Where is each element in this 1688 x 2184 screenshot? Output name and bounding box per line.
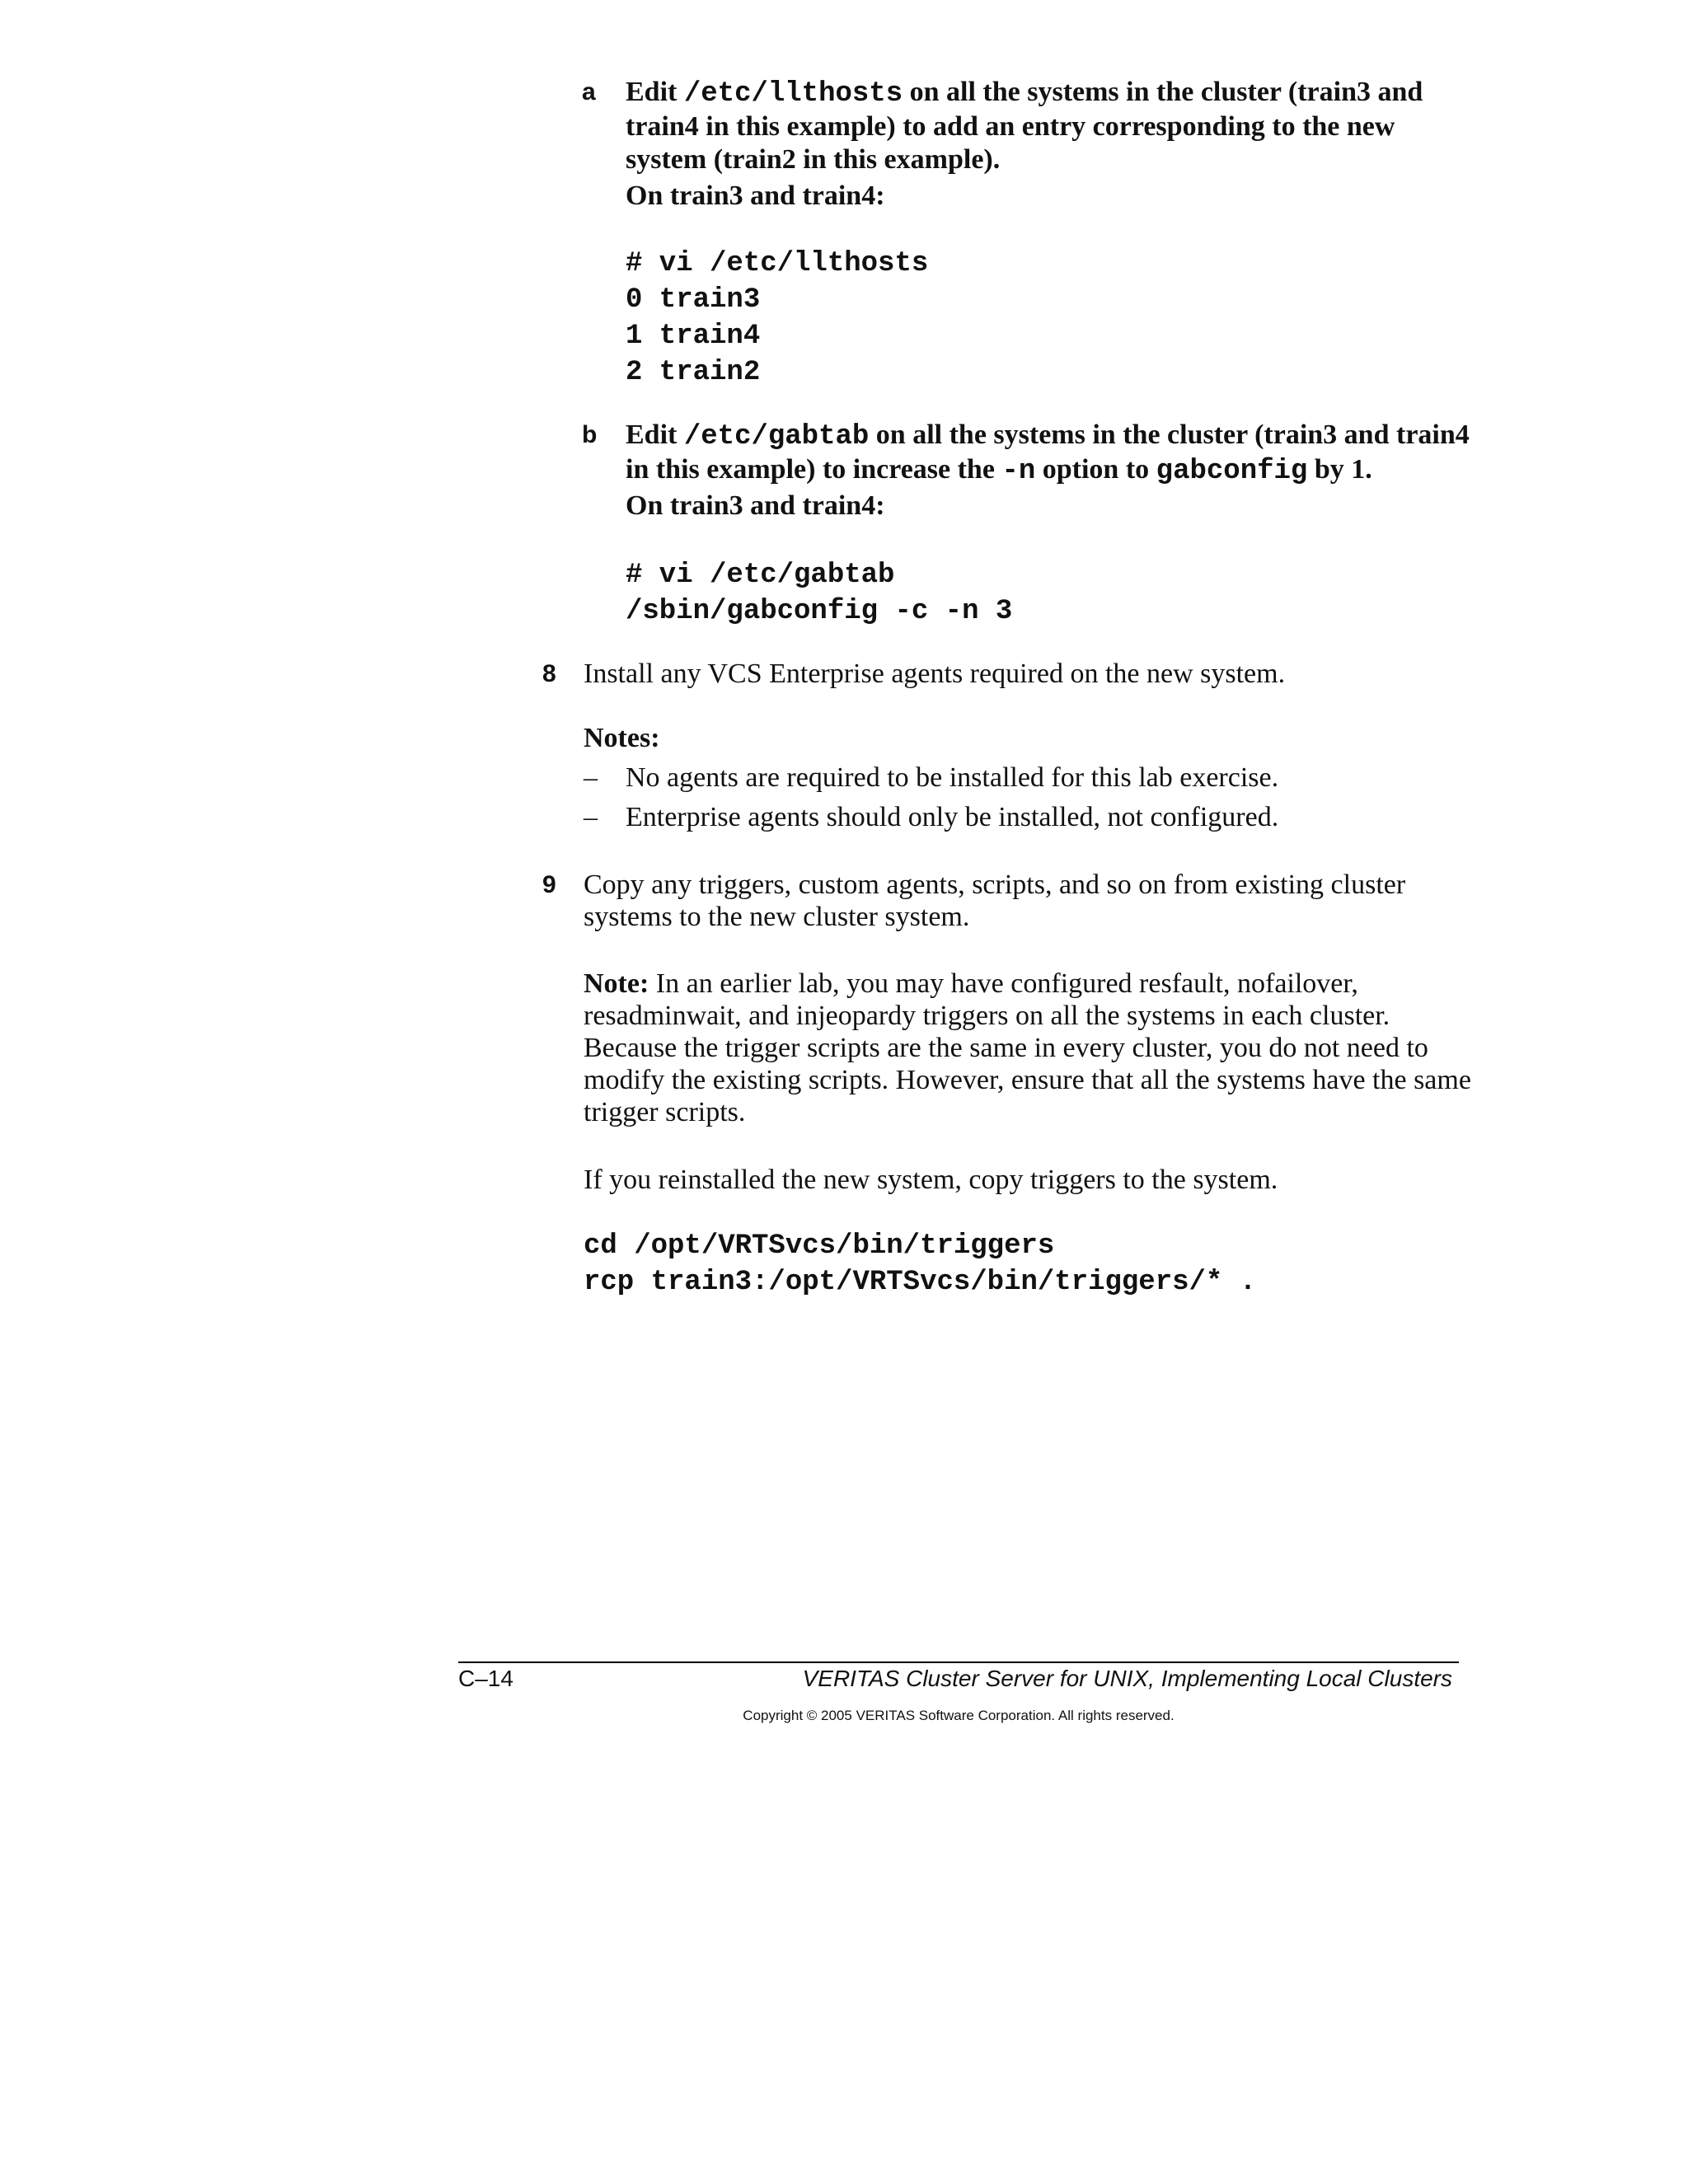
instruction-text: Edit	[626, 419, 684, 450]
footer-rule	[458, 1661, 1459, 1663]
step-a-marker: a	[582, 78, 596, 105]
code-line: 2 train2	[626, 357, 761, 388]
step-9-note-text-1: In an earlier lab, you may have configured resfault, nofailover,	[649, 968, 1358, 999]
step-9-code-block	[584, 1228, 1256, 1301]
instruction-text: on all the systems in the cluster (train3 and	[903, 77, 1423, 107]
instruction-text: Edit	[626, 77, 684, 107]
note-2-dash: –	[584, 802, 598, 832]
instruction-line	[626, 76, 1483, 110]
instruction-line	[626, 453, 1483, 488]
inline-code: /etc/gabtab	[683, 421, 870, 452]
code-line: 0 train3	[626, 284, 761, 316]
instruction-text: train4 in this example) to add an entry corresponding to the new	[626, 111, 1395, 142]
code-line: 1 train4	[626, 321, 761, 352]
instruction-line	[626, 110, 1483, 143]
step-a-instruction	[626, 76, 1483, 176]
code-line: # vi /etc/gabtab	[626, 560, 895, 591]
step-9-line-1: Copy any triggers, custom agents, scripts, and so on from existing cluster	[584, 869, 1406, 900]
inline-code: -n	[1001, 456, 1036, 487]
instruction-line	[626, 419, 1483, 453]
step-8-number: 8	[542, 660, 556, 687]
step-a-code-block	[626, 246, 928, 391]
step-9-note-line-1	[584, 968, 1358, 1001]
step-9-note-line-3: Because the trigger scripts are the same in every cluster, you do not need to	[584, 1033, 1428, 1063]
step-b-marker: b	[582, 421, 598, 448]
book-title: VERITAS Cluster Server for UNIX, Implementing Local Clusters	[802, 1666, 1452, 1691]
step-9-line-2: systems to the new cluster system.	[584, 902, 970, 932]
page-number: C–14	[458, 1666, 513, 1691]
step-9-note-label: Note:	[584, 968, 649, 999]
copyright-notice: Copyright © 2005 VERITAS Software Corporation. All rights reserved.	[743, 1708, 1175, 1723]
step-9-note-line-4: modify the existing scripts. However, ensure that all the systems have the same	[584, 1065, 1471, 1095]
inline-code: gabconfig	[1156, 456, 1308, 487]
step-a-on-label: On train3 and train4:	[626, 180, 885, 211]
code-line: rcp train3:/opt/VRTSvcs/bin/triggers/* .	[584, 1267, 1257, 1298]
note-1-text: No agents are required to be installed for this lab exercise.	[626, 762, 1279, 793]
instruction-text: option to	[1035, 454, 1156, 485]
instruction-text: system (train2 in this example).	[626, 144, 1001, 175]
step-b-code-block	[626, 557, 1012, 630]
step-9-number: 9	[542, 871, 556, 898]
instruction-text: by 1.	[1307, 454, 1372, 485]
code-line: # vi /etc/llthosts	[626, 248, 929, 279]
instruction-text: on all the systems in the cluster (train3 and train4	[869, 419, 1470, 450]
step-8-text: Install any VCS Enterprise agents required on the new system.	[584, 658, 1286, 689]
inline-code: /etc/llthosts	[683, 78, 903, 110]
step-9-note-line-5: trigger scripts.	[584, 1097, 746, 1127]
step-8-notes-label: Notes:	[584, 723, 660, 753]
step-b-on-label: On train3 and train4:	[626, 490, 885, 521]
note-2-text: Enterprise agents should only be installed, not configured.	[626, 802, 1279, 832]
note-1-dash: –	[584, 762, 598, 793]
code-line: /sbin/gabconfig -c -n 3	[626, 596, 1013, 627]
step-9-note-line-2: resadminwait, and injeopardy triggers on all the systems in each cluster.	[584, 1001, 1390, 1031]
step-9-reinstall-text: If you reinstalled the new system, copy triggers to the system.	[584, 1165, 1278, 1195]
instruction-text: in this example) to increase the	[626, 454, 1002, 485]
instruction-line	[626, 143, 1483, 176]
step-b-instruction	[626, 419, 1483, 488]
code-line: cd /opt/VRTSvcs/bin/triggers	[584, 1230, 1055, 1262]
